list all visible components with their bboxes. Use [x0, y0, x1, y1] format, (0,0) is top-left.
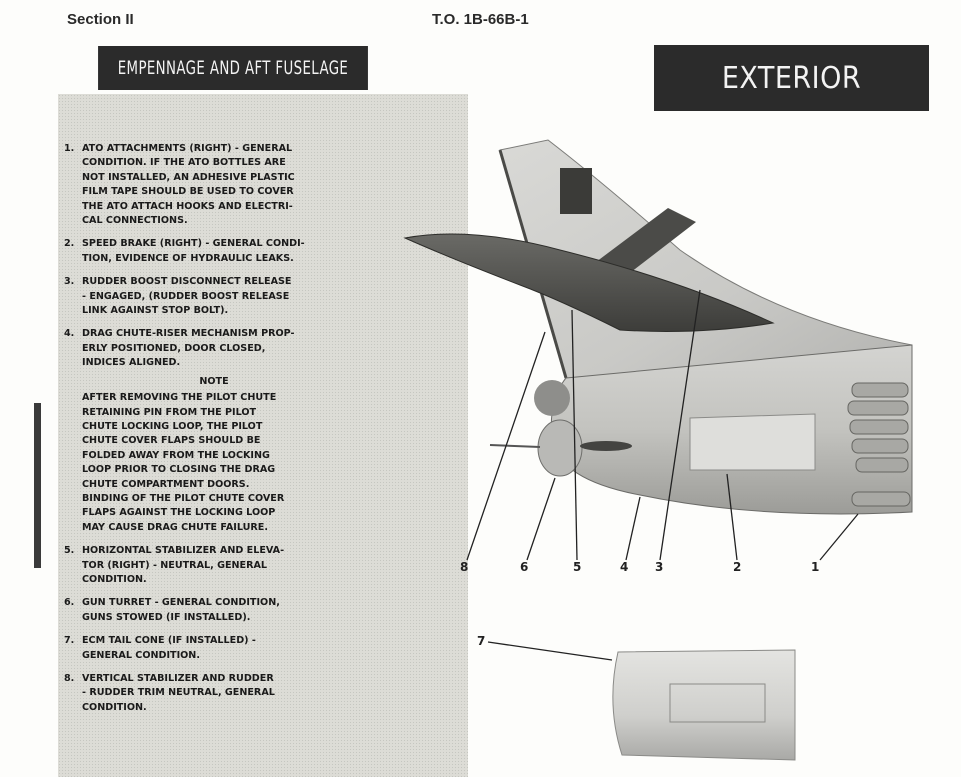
item-number: 1.	[64, 143, 75, 154]
drag-chute-fairing	[534, 380, 570, 416]
note-line: BINDING OF THE PILOT CHUTE COVER	[82, 492, 285, 504]
item-line: - RUDDER TRIM NEUTRAL, GENERAL	[82, 687, 275, 699]
note-line: MAY CAUSE DRAG CHUTE FAILURE.	[82, 521, 268, 533]
note-line: CHUTE COVER FLAPS SHOULD BE	[82, 435, 261, 447]
item-line: VERTICAL STABILIZER AND RUDDER	[82, 673, 274, 684]
item-line: TION, EVIDENCE OF HYDRAULIC LEAKS.	[82, 252, 294, 264]
item-line: CONDITION.	[82, 701, 147, 713]
item-number: 6.	[64, 597, 75, 609]
note-line: FOLDED AWAY FROM THE LOCKING	[82, 449, 270, 461]
item-number: 5.	[64, 545, 75, 557]
exterior-title: EXTERIOR	[654, 45, 929, 111]
item-number: 4.	[64, 328, 75, 340]
note-line: CHUTE LOCKING LOOP, THE PILOT	[82, 420, 263, 432]
item-number: 8.	[64, 673, 75, 684]
section-label: Section II	[67, 11, 134, 28]
item-line: CAL CONNECTIONS.	[82, 215, 188, 227]
callout-5: 5	[573, 560, 582, 574]
callout-8: 8	[460, 560, 469, 574]
item-line: HORIZONTAL STABILIZER AND ELEVA-	[82, 545, 285, 557]
item-number: 2.	[64, 238, 75, 250]
callout-3: 3	[655, 560, 664, 574]
item-line: GUN TURRET - GENERAL CONDITION,	[82, 597, 280, 609]
note-heading: NOTE	[199, 375, 229, 387]
item-line: RUDDER BOOST DISCONNECT RELEASE	[82, 276, 292, 288]
item-line: ECM TAIL CONE (IF INSTALLED) -	[82, 635, 256, 647]
note-line: AFTER REMOVING THE PILOT CHUTE	[82, 392, 277, 404]
callout-4: 4	[620, 560, 629, 574]
item-line: GUNS STOWED (IF INSTALLED).	[82, 611, 251, 623]
note-line: FLAPS AGAINST THE LOCKING LOOP	[82, 507, 276, 519]
note-line: LOOP PRIOR TO CLOSING THE DRAG	[82, 464, 276, 476]
item-line: INDICES ALIGNED.	[82, 357, 181, 369]
speed-brake-panel	[690, 414, 815, 470]
item-line: FILM TAPE SHOULD BE USED TO COVER	[82, 186, 294, 198]
fin-panel	[560, 168, 592, 214]
item-line: LINK AGAINST STOP BOLT).	[82, 305, 229, 317]
item-line: SPEED BRAKE (RIGHT) - GENERAL CONDI-	[82, 238, 305, 250]
note-line: RETAINING PIN FROM THE PILOT	[82, 406, 257, 418]
item-line: ERLY POSITIONED, DOOR CLOSED,	[82, 342, 266, 354]
item-number: 3.	[64, 276, 75, 288]
note-line: CHUTE COMPARTMENT DOORS.	[82, 478, 250, 490]
item-line: DRAG CHUTE-RISER MECHANISM PROP-	[82, 328, 295, 340]
panel-title: EMPENNAGE AND AFT FUSELAGE	[98, 46, 368, 90]
fuselage-vent	[580, 441, 632, 451]
callout-2: 2	[733, 560, 742, 574]
callout-6: 6	[520, 560, 529, 574]
item-number: 7.	[64, 635, 75, 647]
callout-1: 1	[811, 560, 820, 574]
item-line: - ENGAGED, (RUDDER BOOST RELEASE	[82, 290, 290, 302]
tech-order-number: T.O. 1B-66B-1	[432, 11, 529, 28]
callout-7: 7	[477, 634, 486, 648]
ecm-tail-cone	[613, 650, 795, 760]
item-line: GENERAL CONDITION.	[82, 649, 200, 661]
item-line: CONDITION.	[82, 573, 147, 585]
item-line: CONDITION. IF THE ATO BOTTLES ARE	[82, 157, 286, 169]
item-line: THE ATO ATTACH HOOKS AND ELECTRI-	[82, 200, 293, 212]
item-line: TOR (RIGHT) - NEUTRAL, GENERAL	[82, 559, 268, 571]
item-line: ATO ATTACHMENTS (RIGHT) - GENERAL	[82, 143, 293, 154]
gun-barrel	[490, 445, 540, 447]
item-line: NOT INSTALLED, AN ADHESIVE PLASTIC	[82, 171, 295, 183]
